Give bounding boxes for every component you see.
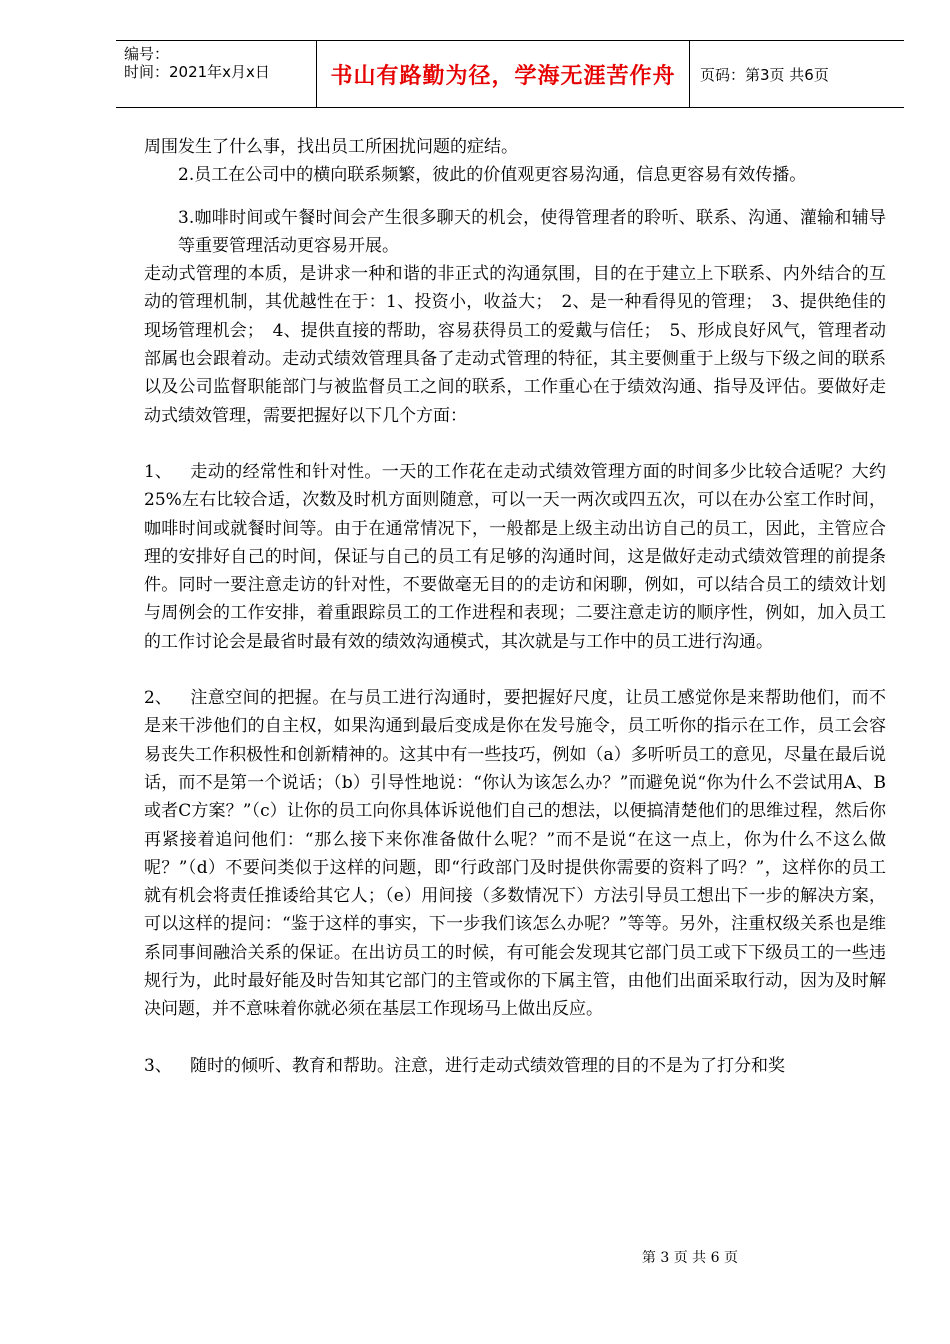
paragraph-continuation: 周围发生了什么事，找出员工所困扰问题的症结。 (144, 137, 518, 157)
spacer (144, 1024, 886, 1052)
header-motto: 书山有路勤为径，学海无涯苦作舟 (330, 63, 676, 89)
list-item-text: 注意空间的把握。在与员工进行沟通时，要把握好尺度，让员工感觉你是来帮助他们，而不是来干涉他们的自主权，如果沟通到最后变成是你在发号施令，员工听你的指示在工作，员工会容易丧失工作积极性和创新精神的。这其中有一些技巧，例如（a）多听听员工的意见，尽量在最后说话，而不是第一个说话；（b）引导性地说：“你认为该怎么办？”而避免说“你为什么不尝试用A、B或者C方案？”（c）让你的员工向你具体诉说他们自己的想法，以便搞清楚他们的思维过程，然后你再紧接着追问他们：“那么接下来你准备做什么呢？”而不是说“在这一点上，你为什么不这么做呢？”（d）不要问类似于这样的问题，即“行政部门及时提供你需要的资料了吗？”，这样你的员工就有机会将责任推诿给其它人；（e）用间接（多数情况下）方法引导员工想出下一步的解决方案，可以这样的提问：“鉴于这样的事实，下一步我们该怎么办呢？”等等。另外，注重权级关系也是维系同事间融洽关系的保证。在出访员工的时候，有可能会发现其它部门员工或下下级员工的一些违规行为，此时最好能及时告知其它部门的主管或你的下属主管，由他们出面采取行动，因为及时解决问题，并不意味着你就必须在基层工作现场马上做出反应。 (144, 688, 886, 1020)
spacer (144, 430, 886, 458)
paragraph-point-2: 2.员工在公司中的横向联系频繁，彼此的价值观更容易沟通，信息更容易有效传播。 (178, 165, 807, 186)
document-time-label: 时间：2021年x月x日 (124, 63, 270, 81)
list-number: 1、 (144, 461, 172, 482)
list-item-1 (144, 458, 886, 656)
spacer (144, 656, 886, 684)
list-item-text: 走动的经常性和针对性。一天的工作花在走动式绩效管理方面的时间多少比较合适呢？大约25%左右比较合适，次数及时机方面则随意，可以一天一两次或四五次，可以在办公室工作时间，咖啡时间或就餐时间等。由于在通常情况下，一般都是上级主动出访自己的员工，因此，主管应合理的安排好自己的时间，保证与自己的员工有足够的沟通时间，这是做好走动式绩效管理的前提条件。同时一要注意走访的针对性，不要做毫无目的的走访和闲聊，例如，可以结合员工的绩效计划与周例会的工作安排，着重跟踪员工的工作进程和表现；二要注意走访的顺序性，例如，加入员工的工作讨论会是最省时最有效的绩效沟通模式，其次就是与工作中的员工进行沟通。 (144, 461, 886, 652)
paragraph-point-3: 3.咖啡时间或午餐时间会产生很多聊天的机会，使得管理者的聆听、联系、沟通、灌输和辅导等重要管理活动更容易开展。 (178, 207, 886, 256)
list-item-text: 随时的倾听、教育和帮助。注意，进行走动式绩效管理的目的不是为了打分和奖 (190, 1055, 785, 1076)
header-motto-cell (316, 41, 690, 107)
page-header (116, 40, 904, 108)
list-item-3 (144, 1052, 886, 1080)
page-footer (0, 1247, 950, 1267)
header-page-info: 页码：第3页 共6页 (700, 65, 829, 84)
footer-page-number: 第 3 页 共 6 页 (641, 1250, 738, 1266)
spacer (144, 190, 886, 204)
paragraph-essence: 走动式管理的本质，是讲求一种和谐的非正式的沟通氛围，目的在于建立上下联系、内外结合的互动的管理机制，其优越性在于：1、投资小，收益大； 2、是一种看得见的管理； 3、提供绝佳的现场管理机会； 4、提供直接的帮助，容易获得员工的爱戴与信任； 5、形成良好风气，管理者动部属也会跟着动。走动式绩效管理具备了走动式管理的特征，其主要侧重于上级与下级之间的联系以及公司监督职能部门与被监督员工之间的联系，工作重心在于绩效沟通、指导及评估。要做好走动式绩效管理，需要把握好以下几个方面： (144, 264, 886, 426)
list-number: 2、 (144, 688, 172, 709)
header-page-cell (690, 41, 904, 107)
document-number-label: 编号： (124, 45, 170, 63)
list-number: 3、 (144, 1055, 172, 1076)
header-meta (116, 41, 316, 107)
document-body (144, 133, 886, 1080)
list-item-2 (144, 684, 886, 1024)
